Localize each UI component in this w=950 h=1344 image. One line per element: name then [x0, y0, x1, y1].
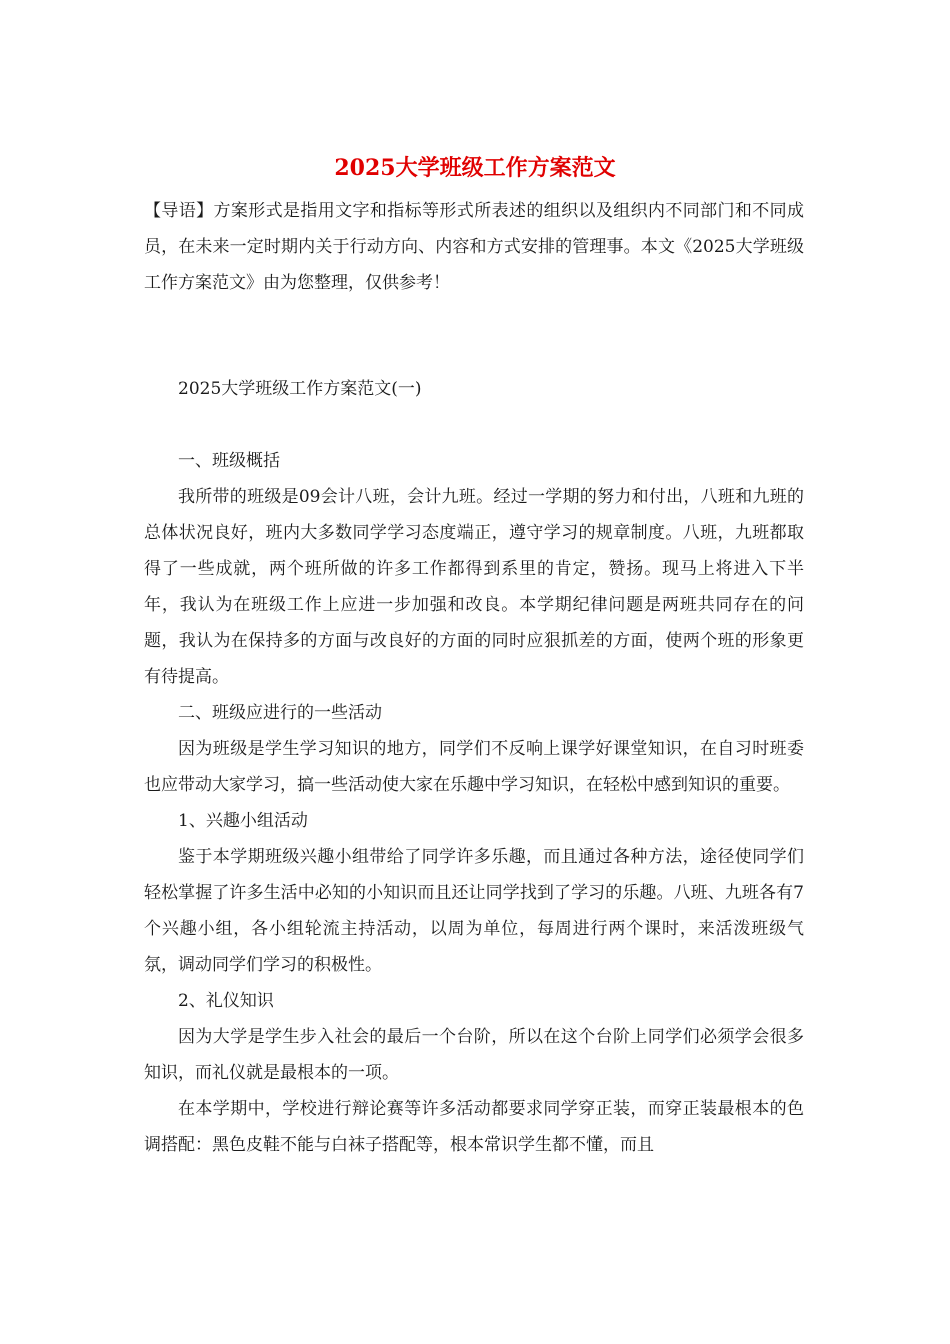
document-body	[144, 193, 804, 1163]
section-heading: 二、班级应进行的一些活动	[178, 703, 382, 723]
body-paragraph: 因为大学是学生步入社会的最后一个台阶，所以在这个台阶上同学们必须学会很多知识，而礼仪就是最根本的一项。	[144, 1027, 804, 1083]
section-subtitle: 2025大学班级工作方案范文(一)	[178, 379, 422, 399]
blank-space	[144, 407, 804, 443]
section-heading: 一、班级概括	[178, 451, 280, 471]
subsection-heading: 2、礼仪知识	[178, 991, 274, 1011]
intro-paragraph: 【导语】方案形式是指用文字和指标等形式所表述的组织以及组织内不同部门和不同成员，在未来一定时期内关于行动方向、内容和方式安排的管理事。本文《2025大学班级工作方案范文》由为您整理，仅供参考！	[144, 201, 804, 293]
body-paragraph: 我所带的班级是09会计八班，会计九班。经过一学期的努力和付出，八班和九班的总体状况良好，班内大多数同学学习态度端正，遵守学习的规章制度。八班，九班都取得了一些成就，两个班所做的许多工作都得到系里的肯定，赞扬。现马上将进入下半年，我认为在班级工作上应进一步加强和改良。本学期纪律问题是两班共同存在的问题，我认为在保持多的方面与改良好的方面的同时应狠抓差的方面，使两个班的形象更有待提高。	[144, 487, 804, 687]
body-paragraph: 在本学期中，学校进行辩论赛等许多活动都要求同学穿正装，而穿正装最根本的色调搭配：黑色皮鞋不能与白袜子搭配等，根本常识学生都不懂，而且	[144, 1099, 804, 1155]
body-paragraph: 鉴于本学期班级兴趣小组带给了同学许多乐趣，而且通过各种方法，途径使同学们轻松掌握了许多生活中必知的小知识而且还让同学找到了学习的乐趣。八班、九班各有7个兴趣小组，各小组轮流主持活动，以周为单位，每周进行两个课时，来活泼班级气氛，调动同学们学习的积极性。	[144, 847, 804, 975]
body-paragraph: 因为班级是学生学习知识的地方，同学们不反响上课学好课堂知识，在自习时班委也应带动大家学习，搞一些活动使大家在乐趣中学习知识，在轻松中感到知识的重要。	[144, 739, 804, 795]
blank-space	[144, 301, 804, 371]
document-title: 2025大学班级工作方案范文	[334, 155, 616, 181]
subsection-heading: 1、兴趣小组活动	[178, 811, 308, 831]
